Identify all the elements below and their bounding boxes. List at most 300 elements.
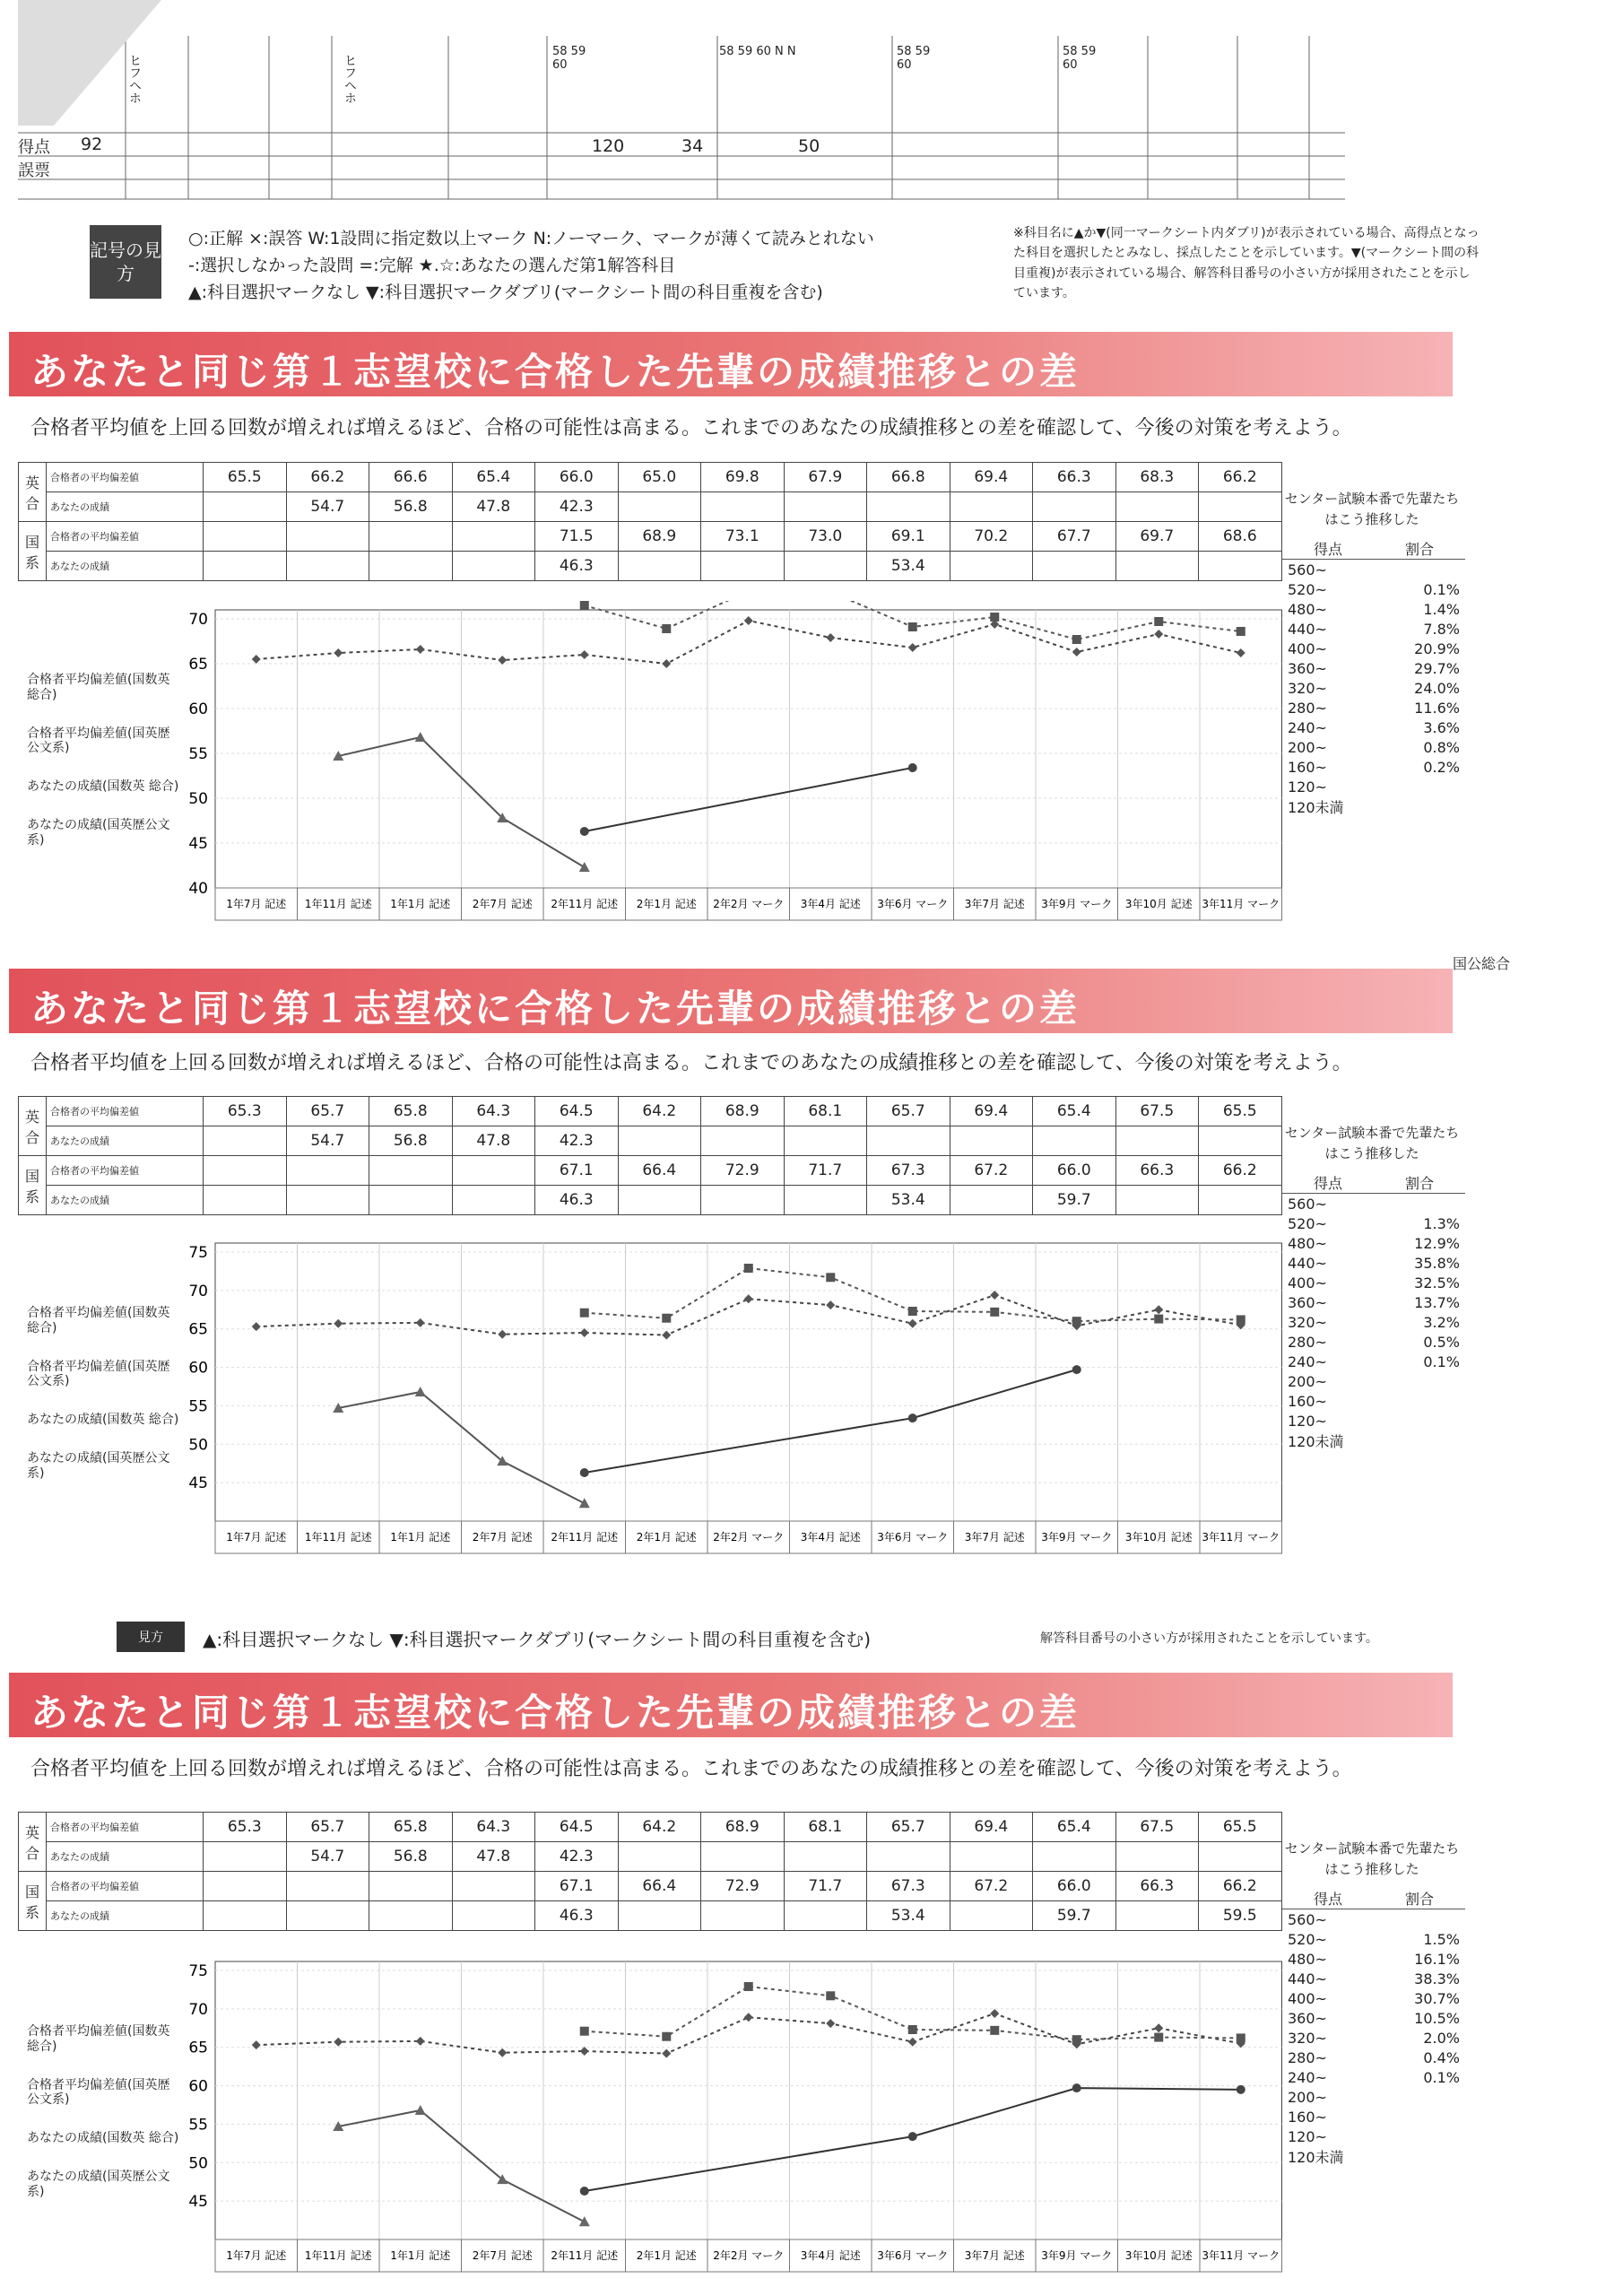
table-cell: 59.7: [1033, 1901, 1116, 1931]
table-cell: [1115, 1126, 1199, 1156]
score-band: 240~: [1288, 2068, 1327, 2086]
table-cell: [1033, 552, 1116, 581]
row-label: あなたの成績: [47, 1186, 204, 1215]
data-point: [744, 1982, 753, 1991]
data-point: [498, 1330, 507, 1339]
data-point: [826, 1300, 835, 1309]
x-tick-label: 3年10月 記述: [1124, 1531, 1193, 1544]
section-title: あなたと同じ第１志望校に合格した先輩の成績推移との差: [30, 350, 1081, 394]
group-label: 国系: [19, 1872, 47, 1931]
table-row: [19, 463, 1282, 492]
band-percent: 16.1%: [1414, 1950, 1460, 1968]
band-percent: [1374, 2107, 1465, 2126]
legend-note: ※科目名に▲か▼(同一マークシート内ダブリ)が表示されている場合、高得点となった科目を選択したとみなし、採点したことを示しています。▼(マークシート間の科目重複)が表示されている場合、解答科目番号の小さい方が採用されたことを示しています。: [1013, 226, 1480, 301]
trend-chart: [9, 1952, 1282, 2284]
data-point: [744, 616, 753, 625]
band-percent: 1.5%: [1423, 1930, 1460, 1948]
table-cell: 67.5: [1115, 1097, 1199, 1126]
x-tick-label: 2年11月 記述: [551, 2249, 619, 2262]
score-band: 560~: [1288, 561, 1327, 578]
x-tick-label: 3年4月 記述: [800, 2249, 861, 2262]
table-cell: [286, 552, 369, 581]
mark-code-6: 58 59 60: [1063, 45, 1097, 72]
table-cell: 71.5: [535, 522, 619, 552]
table-cell: 69.1: [867, 522, 950, 552]
band-percent: [1374, 2126, 1465, 2146]
y-tick-label: 60: [188, 2077, 208, 2096]
table-cell: 69.8: [701, 463, 785, 492]
table-cell: 66.2: [1199, 1872, 1282, 1901]
table-cell: [1199, 492, 1282, 522]
table-cell: 65.7: [867, 1097, 950, 1126]
x-tick-label: 3年4月 記述: [800, 898, 861, 910]
band-percent: [1374, 2146, 1465, 2167]
score-band: 120未満: [1288, 2149, 1344, 2166]
table-cell: 46.3: [535, 1186, 619, 1215]
table-cell: [950, 1126, 1033, 1156]
series-legend-item: 合格者平均偏差値(国英歴公文系): [27, 2077, 170, 2108]
table-cell: 65.8: [369, 1813, 453, 1842]
section-subtitle: 合格者平均値を上回る回数が増えれば増えるほど、合格の可能性は高まる。これまでのあなたの成績推移との差を確認して、今後の対策を考えよう。: [30, 1052, 1352, 1074]
data-point: [1154, 1305, 1163, 1314]
table-cell: 66.0: [1033, 1156, 1116, 1186]
row-label: 合格者の平均偏差値: [47, 522, 204, 552]
data-point: [415, 2105, 426, 2115]
trend-panel-1: [9, 332, 1480, 924]
table-cell: 66.3: [1115, 1156, 1199, 1186]
distribution-header: 得点: [1282, 1172, 1374, 1194]
band-percent: 0.1%: [1423, 2068, 1460, 2086]
score-band: 520~: [1288, 1214, 1327, 1232]
data-point: [1237, 2085, 1245, 2094]
score-band: 440~: [1288, 1970, 1327, 1987]
mark-code-2: ヒフヘホ: [343, 54, 357, 104]
table-cell: 54.7: [286, 1842, 369, 1872]
x-tick-label: 1年1月 記述: [390, 898, 451, 910]
table-cell: [204, 1872, 287, 1901]
table-cell: [204, 552, 287, 581]
data-point: [580, 601, 589, 610]
data-point: [416, 1318, 425, 1327]
mark-code-1: ヒフヘホ: [127, 54, 142, 104]
series-line-3: [585, 601, 1241, 639]
table-cell: 47.8: [452, 492, 535, 522]
series-legend-item: あなたの成績(国数英 総合): [27, 779, 179, 795]
section-banner: [9, 1673, 1453, 1737]
error-row-label: 誤票: [18, 161, 50, 180]
series-legend-item: 合格者平均偏差値(国数英 総合): [27, 2024, 170, 2054]
score-band: 120未満: [1288, 799, 1344, 816]
table-cell: [784, 1901, 867, 1931]
x-tick-label: 3年9月 マーク: [1041, 2249, 1113, 2262]
table-cell: 70.2: [950, 522, 1033, 552]
score-band: 240~: [1288, 718, 1327, 736]
row-label: あなたの成績: [47, 552, 204, 581]
band-percent: 3.2%: [1423, 1313, 1460, 1331]
group-label: 国系: [19, 1156, 47, 1215]
score-band: 120~: [1288, 2127, 1327, 2145]
section-banner: [9, 969, 1453, 1033]
table-row: [19, 1842, 1282, 1872]
table-row: [19, 492, 1282, 522]
table-cell: 64.3: [452, 1097, 535, 1126]
x-tick-label: 3年7月 記述: [964, 898, 1025, 910]
score-band: 280~: [1288, 2048, 1327, 2066]
series-legend: [27, 1306, 179, 1505]
data-point: [1237, 1315, 1245, 1324]
table-cell: [784, 1186, 867, 1215]
band-percent: 7.8%: [1423, 620, 1460, 638]
table-cell: 67.2: [950, 1872, 1033, 1901]
table-cell: [1199, 552, 1282, 581]
series-legend-item: あなたの成績(国英歴公文系): [27, 817, 170, 848]
section-subtitle: 合格者平均値を上回る回数が増えれば増えるほど、合格の可能性は高まる。これまでのあなたの成績推移との差を確認して、今後の対策を考えよう。: [30, 417, 1352, 439]
data-point: [908, 1319, 917, 1328]
data-point: [579, 1498, 590, 1508]
data-point: [662, 624, 671, 633]
table-cell: [369, 552, 453, 581]
plot-frame: [215, 1961, 1282, 2239]
band-percent: 0.1%: [1423, 1352, 1460, 1370]
x-tick-label: 3年11月 マーク: [1202, 2249, 1280, 2262]
x-tick-label: 1年11月 記述: [304, 898, 372, 910]
series-legend-item: あなたの成績(国数英 総合): [27, 2131, 179, 2146]
y-tick-label: 55: [188, 1397, 208, 1416]
band-percent: [1374, 1431, 1465, 1451]
row-label: 合格者の平均偏差値: [47, 1813, 204, 1842]
x-tick-label: 3年6月 マーク: [877, 1531, 949, 1544]
table-cell: 68.9: [701, 1813, 785, 1842]
data-point: [1237, 627, 1245, 636]
table-cell: 59.5: [1199, 1901, 1282, 1931]
data-point: [744, 2013, 753, 2022]
table-cell: 68.3: [1115, 463, 1199, 492]
score-band: 520~: [1288, 580, 1327, 598]
data-point: [252, 1322, 261, 1331]
table-cell: 66.2: [1199, 1156, 1282, 1186]
group-label: 英合: [19, 1097, 47, 1156]
table-cell: [204, 522, 287, 552]
score-band: 400~: [1288, 1274, 1327, 1292]
table-cell: [286, 1872, 369, 1901]
table-cell: 47.8: [452, 1842, 535, 1872]
data-point: [662, 1314, 671, 1323]
table-cell: 53.4: [867, 552, 950, 581]
table-cell: [867, 1842, 950, 1872]
table-cell: 66.6: [369, 463, 453, 492]
table-cell: [618, 1126, 701, 1156]
table-cell: [1033, 492, 1116, 522]
group-label: 国系: [19, 522, 47, 581]
table-cell: 66.8: [867, 463, 950, 492]
band-percent: [1374, 777, 1465, 796]
table-cell: [1199, 1842, 1282, 1872]
band-percent: 12.9%: [1414, 1234, 1460, 1252]
data-point: [334, 1319, 343, 1328]
table-cell: 68.1: [784, 1813, 867, 1842]
table-cell: 69.4: [950, 463, 1033, 492]
data-point: [908, 2132, 917, 2141]
y-tick-label: 50: [188, 790, 208, 808]
table-cell: 65.5: [204, 463, 287, 492]
table-cell: 69.7: [1115, 522, 1199, 552]
table-cell: 56.8: [369, 1126, 453, 1156]
x-tick-label: 2年11月 記述: [551, 1531, 619, 1544]
data-point: [908, 643, 917, 652]
data-point: [580, 2027, 589, 2036]
corner-stamp-1: 国公総合: [1453, 955, 1511, 972]
x-tick-label: 2年1月 記述: [636, 2249, 697, 2262]
table-cell: 53.4: [867, 1186, 950, 1215]
table-cell: [452, 1872, 535, 1901]
table-cell: 46.3: [535, 1901, 619, 1931]
table-cell: [204, 1186, 287, 1215]
table-row: [19, 1813, 1282, 1842]
score-band: 120~: [1288, 1412, 1327, 1430]
row-label: 合格者の平均偏差値: [47, 1156, 204, 1186]
table-cell: 64.3: [452, 1813, 535, 1842]
table-cell: [1115, 1186, 1199, 1215]
value-table: [18, 1812, 1282, 1931]
trend-panel-2: [9, 969, 1480, 1552]
data-point: [498, 2048, 507, 2057]
data-point: [1154, 617, 1163, 626]
y-tick-label: 55: [188, 745, 208, 763]
row-label: 合格者の平均偏差値: [47, 1097, 204, 1126]
series-line-1: [256, 621, 1241, 664]
table-cell: 67.2: [950, 1156, 1033, 1186]
distribution-header: 割合: [1374, 1888, 1465, 1909]
table-cell: 42.3: [535, 492, 619, 522]
table-row: [19, 1186, 1282, 1215]
table-row: [19, 1901, 1282, 1931]
group-label: 英合: [19, 1813, 47, 1872]
table-cell: 68.9: [618, 522, 701, 552]
score-value-2: 120: [592, 136, 625, 156]
x-tick-label: 1年11月 記述: [304, 1531, 372, 1544]
score-band: 240~: [1288, 1352, 1327, 1370]
table-row: [19, 522, 1282, 552]
data-point: [990, 2026, 999, 2035]
section-subtitle: 合格者平均値を上回る回数が増えれば増えるほど、合格の可能性は高まる。これまでのあなたの成績推移との差を確認して、今後の対策を考えよう。: [30, 1758, 1352, 1780]
distribution-table: [1282, 1172, 1465, 1451]
score-band: 360~: [1288, 659, 1327, 677]
band-percent: 0.2%: [1423, 758, 1460, 776]
x-tick-label: 2年1月 記述: [636, 898, 697, 910]
plot-frame: [215, 610, 1282, 888]
legend-tag: 記号の見方: [90, 225, 161, 299]
distribution-header: 得点: [1282, 1888, 1374, 1909]
x-tick-label: 1年11月 記述: [304, 2249, 372, 2262]
x-tick-label: 2年2月 マーク: [713, 898, 785, 910]
table-cell: 65.0: [618, 463, 701, 492]
table-cell: [701, 552, 785, 581]
score-band: 120未満: [1288, 1433, 1344, 1450]
band-percent: 0.8%: [1423, 738, 1460, 756]
data-point: [744, 1264, 753, 1273]
distribution-title: センター試験本番で先輩たちはこう推移した: [1284, 1125, 1460, 1161]
bottom-legend-strip: [117, 1622, 1515, 1663]
table-cell: 56.8: [369, 492, 453, 522]
table-cell: [701, 1126, 785, 1156]
table-cell: 68.9: [701, 1097, 785, 1126]
table-cell: 71.7: [784, 1156, 867, 1186]
data-point: [662, 659, 671, 668]
plot-frame: [215, 1243, 1282, 1521]
table-cell: 42.3: [535, 1842, 619, 1872]
table-cell: [369, 522, 453, 552]
band-percent: 2.0%: [1423, 2029, 1460, 2047]
series-legend-item: 合格者平均偏差値(国英歴公文系): [27, 1359, 170, 1389]
legend-line-1: ○:正解 ×:誤答 W:1設問に指定数以上マーク N:ノーマーク、マークが薄くて読みとれない: [188, 229, 874, 248]
table-row: [19, 1126, 1282, 1156]
table-cell: 65.3: [204, 1813, 287, 1842]
score-value-3: 34: [681, 136, 704, 156]
band-percent: 29.7%: [1414, 659, 1460, 677]
distribution-table: [1282, 1888, 1465, 2167]
bottom-legend-tag: 見方: [117, 1622, 185, 1652]
table-cell: [1033, 1126, 1116, 1156]
distribution-table: [1282, 538, 1465, 817]
score-band: 480~: [1288, 1234, 1327, 1252]
data-point: [415, 1387, 426, 1396]
band-percent: [1374, 796, 1465, 817]
table-cell: 64.2: [618, 1813, 701, 1842]
score-band: 480~: [1288, 600, 1327, 618]
table-cell: 67.7: [1033, 522, 1116, 552]
group-label: 英合: [19, 463, 47, 522]
score-band: 520~: [1288, 1930, 1327, 1948]
table-cell: 53.4: [867, 1901, 950, 1931]
data-point: [252, 655, 261, 664]
section-title: あなたと同じ第１志望校に合格した先輩の成績推移との差: [30, 987, 1081, 1031]
row-label: あなたの成績: [47, 1126, 204, 1156]
table-cell: 59.7: [1033, 1186, 1116, 1215]
score-band: 320~: [1288, 2029, 1327, 2047]
data-point: [579, 2216, 590, 2226]
table-cell: [701, 492, 785, 522]
table-cell: 65.7: [867, 1813, 950, 1842]
table-cell: 64.2: [618, 1097, 701, 1126]
table-cell: 71.7: [784, 1872, 867, 1901]
x-tick-label: 1年7月 記述: [226, 1531, 287, 1544]
data-point: [1072, 648, 1081, 657]
score-band: 360~: [1288, 2009, 1327, 2027]
trend-chart: [9, 1234, 1282, 1566]
band-percent: 30.7%: [1414, 1989, 1460, 2007]
table-cell: [452, 522, 535, 552]
x-tick-label: 3年9月 マーク: [1041, 1531, 1113, 1544]
table-cell: 65.4: [1033, 1813, 1116, 1842]
distribution-header: 割合: [1374, 1172, 1465, 1194]
score-value-4: 50: [798, 136, 820, 156]
band-percent: [1374, 1371, 1465, 1391]
x-tick-label: 3年7月 記述: [964, 2249, 1025, 2262]
x-tick-label: 1年7月 記述: [226, 2249, 287, 2262]
table-cell: [1115, 1901, 1199, 1931]
table-cell: [369, 1156, 453, 1186]
band-percent: 24.0%: [1414, 679, 1460, 697]
data-point: [1072, 1317, 1081, 1326]
data-point: [1154, 630, 1163, 639]
table-row: [19, 1097, 1282, 1126]
score-band: 160~: [1288, 758, 1327, 776]
table-cell: 66.2: [286, 463, 369, 492]
table-cell: 66.0: [1033, 1872, 1116, 1901]
table-cell: [1115, 1842, 1199, 1872]
band-percent: [1374, 1391, 1465, 1411]
data-point: [1154, 2023, 1163, 2032]
table-cell: [618, 492, 701, 522]
band-percent: [1374, 1194, 1465, 1214]
x-tick-label: 3年10月 記述: [1124, 2249, 1193, 2262]
value-table: [18, 1096, 1282, 1215]
score-band: 440~: [1288, 1254, 1327, 1272]
data-point: [662, 2049, 671, 2058]
table-cell: [1115, 552, 1199, 581]
table-cell: 67.5: [1115, 1813, 1199, 1842]
x-tick-label: 3年11月 マーク: [1202, 898, 1280, 910]
distribution-header: 得点: [1282, 538, 1374, 560]
y-tick-label: 50: [188, 1436, 208, 1455]
x-tick-label: 3年7月 記述: [964, 1531, 1025, 1544]
band-percent: 35.8%: [1414, 1254, 1460, 1272]
table-cell: [452, 552, 535, 581]
data-point: [498, 656, 507, 665]
data-point: [908, 2025, 917, 2034]
table-cell: [784, 552, 867, 581]
distribution-title: センター試験本番で先輩たちはこう推移した: [1284, 1840, 1460, 1877]
data-point: [908, 2038, 917, 2047]
table-cell: 68.6: [1199, 522, 1282, 552]
score-band: 440~: [1288, 620, 1327, 638]
band-percent: [1374, 1411, 1465, 1431]
table-cell: [452, 1156, 535, 1186]
y-tick-label: 65: [188, 656, 208, 674]
data-point: [990, 1308, 999, 1317]
x-tick-label: 2年2月 マーク: [713, 2249, 785, 2262]
x-tick-label: 3年11月 マーク: [1202, 1531, 1280, 1544]
y-tick-label: 45: [188, 2193, 208, 2212]
table-cell: 65.3: [204, 1097, 287, 1126]
data-point: [908, 622, 917, 631]
data-point: [990, 1291, 999, 1300]
score-value-1: 92: [81, 135, 103, 154]
data-point: [1154, 2033, 1163, 2042]
row-label: 合格者の平均偏差値: [47, 463, 204, 492]
mark-code-5: 58 59 60: [897, 45, 931, 72]
score-distribution: [1282, 489, 1465, 817]
data-point: [580, 827, 589, 836]
data-point: [416, 645, 425, 654]
table-cell: 54.7: [286, 492, 369, 522]
table-cell: [950, 1842, 1033, 1872]
legend-line-2: -:選択しなかった設問 =:完解 ★.☆:あなたの選んだ第1解答科目: [188, 256, 676, 275]
x-tick-label: 3年6月 マーク: [877, 2249, 949, 2262]
table-cell: [286, 1156, 369, 1186]
table-cell: 69.4: [950, 1097, 1033, 1126]
data-point: [662, 1331, 671, 1340]
score-band: 200~: [1288, 2088, 1327, 2106]
table-cell: [369, 1186, 453, 1215]
x-tick-label: 3年4月 記述: [800, 1531, 861, 1544]
series-legend-item: あなたの成績(国英歴公文系): [27, 1450, 170, 1481]
table-cell: [618, 1842, 701, 1872]
table-cell: 67.3: [867, 1156, 950, 1186]
score-band: 360~: [1288, 1293, 1327, 1311]
score-band: 480~: [1288, 1950, 1327, 1968]
data-point: [990, 2009, 999, 2018]
